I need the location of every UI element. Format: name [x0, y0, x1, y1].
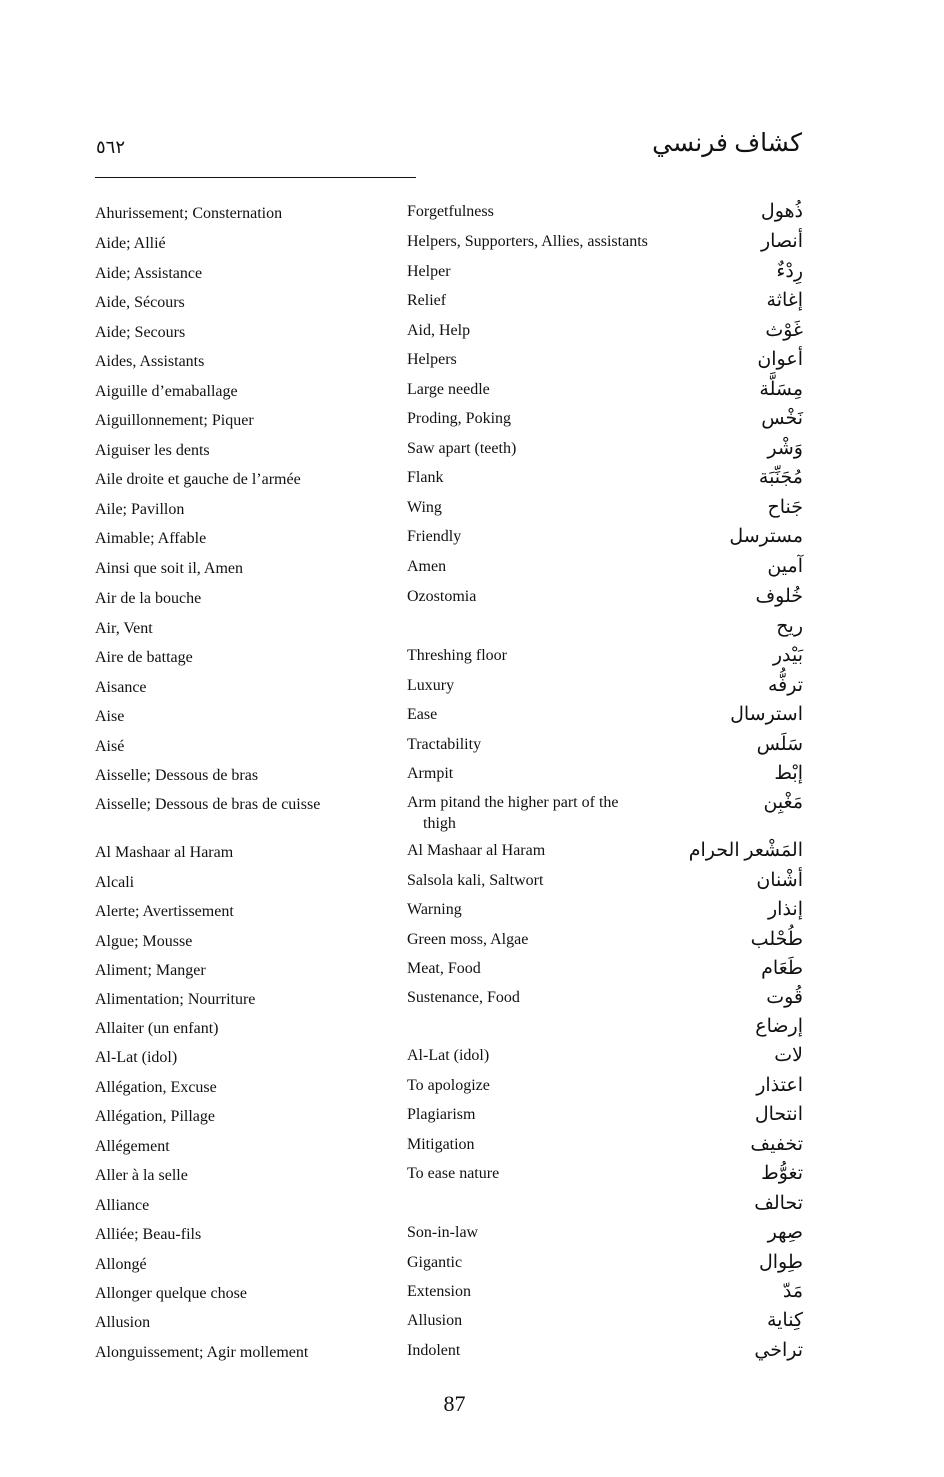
french-term: Allégement: [95, 1138, 170, 1155]
arabic-term: قُوت: [766, 987, 803, 1008]
english-translation-text: Meat, Food: [407, 960, 481, 977]
arabic-term: صِهر: [767, 1222, 803, 1243]
english-translation-text: Warning: [407, 901, 462, 918]
french-term: Ahurissement; Consternation: [95, 205, 283, 222]
arabic-term: وَشْر: [767, 438, 803, 459]
english-translation-text: Arm pitand the higher part of the: [407, 794, 619, 811]
french-term: Aire de battage: [95, 649, 193, 666]
french-term: Alimentation; Nourriture: [95, 991, 256, 1008]
french-term: Aide; Secours: [95, 324, 186, 341]
french-term: Allusion: [95, 1314, 151, 1331]
english-translation-text: Mitigation: [407, 1136, 475, 1153]
arabic-term: اعتذار: [756, 1075, 803, 1096]
french-term: Aiguiser les dents: [95, 442, 210, 459]
arabic-term: إبْط: [774, 763, 803, 784]
french-term: Aisé: [95, 738, 125, 755]
french-term: Aisselle; Dessous de bras de cuisse: [95, 796, 321, 813]
english-translation-text: Friendly: [407, 528, 462, 545]
english-translation-text: Forgetfulness: [407, 203, 494, 220]
english-translation-text: Green moss, Algae: [407, 931, 529, 948]
french-term: Aide; Assistance: [95, 265, 203, 282]
english-translation-text: Aid, Help: [407, 322, 471, 339]
arabic-term: أشْنان: [756, 870, 803, 891]
arabic-term: مسترسل: [729, 526, 803, 547]
arabic-term: مَدّ: [782, 1281, 803, 1302]
english-translation-text: Al-Lat (idol): [407, 1047, 490, 1064]
arabic-term: طِوال: [758, 1252, 803, 1273]
arabic-term: لات: [774, 1045, 803, 1066]
english-translation-text: Extension: [407, 1283, 471, 1300]
french-term: Aiguillonnement; Piquer: [95, 412, 254, 429]
french-term: Aise: [95, 708, 125, 725]
french-term: Aisance: [95, 679, 147, 696]
arabic-term: آمين: [767, 556, 803, 577]
french-term: Aide; Allié: [95, 235, 166, 252]
arabic-term: مِسَلَّة: [759, 379, 803, 400]
french-term: Aile droite et gauche de l’armée: [95, 471, 301, 488]
english-translation-text: Saw apart (teeth): [407, 440, 517, 457]
french-term: Alcali: [95, 874, 135, 891]
arabic-term: ترفُّه: [767, 675, 803, 696]
arabic-term: ريح: [776, 616, 803, 637]
arabic-term: طُحْلب: [750, 929, 803, 950]
arabic-term: إغاثة: [766, 290, 803, 311]
english-translation-text: Amen: [407, 558, 447, 575]
french-term: Ainsi que soit il, Amen: [95, 560, 243, 577]
english-translation-text: Al Mashaar al Haram: [407, 842, 546, 859]
french-term: Aller à la selle: [95, 1167, 188, 1184]
english-translation-text: Flank: [407, 469, 444, 486]
arabic-term: تراخي: [754, 1340, 803, 1361]
english-translation-text: Salsola kali, Saltwort: [407, 872, 544, 889]
arabic-term: إنذار: [768, 899, 803, 920]
english-translation-text: Ease: [407, 706, 438, 723]
french-term: Aimable; Affable: [95, 530, 207, 547]
index-entry: [0, 792, 944, 832]
french-term: Alliée; Beau-fils: [95, 1226, 202, 1243]
french-term: Aides, Assistants: [95, 353, 205, 370]
arabic-term: استرسال: [730, 704, 803, 725]
arabic-term: جَناح: [767, 497, 803, 518]
french-term: Alerte; Avertissement: [95, 903, 234, 920]
arabic-term: بَيْدر: [772, 645, 803, 666]
english-translation-text: Son-in-law: [407, 1224, 479, 1241]
french-term: Aiguille d’emaballage: [95, 383, 238, 400]
header-rule: [95, 177, 416, 178]
french-term: Aliment; Manger: [95, 962, 206, 979]
french-term: Aisselle; Dessous de bras: [95, 767, 259, 784]
arabic-term: تغوُّط: [761, 1163, 803, 1184]
english-translation-text: Proding, Poking: [407, 410, 512, 427]
arabic-term: مُجَنِّبَة: [758, 467, 803, 488]
arabic-term: انتحال: [754, 1104, 803, 1125]
french-term: Al-Lat (idol): [95, 1049, 178, 1066]
french-term: Air de la bouche: [95, 590, 202, 607]
arabic-term: إرضاع: [755, 1016, 803, 1037]
french-term: Alonguissement; Agir mollement: [95, 1344, 309, 1361]
french-term: Algue; Mousse: [95, 933, 193, 950]
french-term: Al Mashaar al Haram: [95, 844, 234, 861]
arabic-term: نَخْس: [761, 408, 803, 429]
arabic-term: المَشْعر الحرام: [688, 840, 803, 861]
english-translation-text: Luxury: [407, 677, 455, 694]
header-page-number: ٥٦٢: [96, 137, 126, 157]
arabic-term: سَلَس: [756, 734, 803, 755]
english-translation-text: To ease nature: [407, 1165, 500, 1182]
arabic-term: غَوْث: [765, 320, 803, 341]
english-translation-text: Relief: [407, 292, 447, 309]
index-entry: [0, 1340, 944, 1380]
arabic-term: كِناية: [766, 1310, 803, 1331]
english-translation-text: Allusion: [407, 1312, 463, 1329]
english-translation-text: To apologize: [407, 1077, 490, 1094]
french-term: Allégation, Pillage: [95, 1108, 215, 1125]
english-translation-text: Helpers, Supporters, Allies, assistants: [407, 233, 648, 250]
french-term: Allongé: [95, 1256, 147, 1273]
french-term: Allégation, Excuse: [95, 1079, 217, 1096]
english-translation-text: Gigantic: [407, 1254, 463, 1271]
french-term: Aide, Sécours: [95, 294, 185, 311]
english-translation-text: Ozostomia: [407, 588, 477, 605]
arabic-term: مَغْبِن: [763, 792, 803, 813]
arabic-term: تخفيف: [750, 1134, 803, 1155]
english-translation-text: Helper: [407, 263, 451, 280]
english-translation-text: Wing: [407, 499, 442, 516]
arabic-term: أعوان: [757, 349, 803, 370]
arabic-term: طَعَام: [761, 958, 803, 979]
french-term: Alliance: [95, 1197, 150, 1214]
header-title: كشاف فرنسي: [652, 130, 802, 157]
footer-page-number: 87: [443, 1391, 466, 1416]
arabic-term: خُلوف: [755, 586, 803, 607]
french-term: Allonger quelque chose: [95, 1285, 247, 1302]
arabic-term: ذُهول: [760, 201, 803, 222]
english-translation-text: Large needle: [407, 381, 490, 398]
arabic-term: أنصار: [760, 231, 803, 252]
english-translation-continuation: thigh: [423, 815, 456, 832]
french-term: Allaiter (un enfant): [95, 1020, 219, 1037]
english-translation-text: Sustenance, Food: [407, 989, 520, 1006]
english-translation-text: Tractability: [407, 736, 482, 753]
arabic-term: تحالف: [754, 1193, 803, 1214]
english-translation-text: Threshing floor: [407, 647, 507, 664]
english-translation-text: Armpit: [407, 765, 454, 782]
english-translation-text: Indolent: [407, 1342, 461, 1359]
french-term: Aile; Pavillon: [95, 501, 185, 518]
arabic-term: رِدْءٌ: [776, 261, 803, 282]
english-translation-text: Plagiarism: [407, 1106, 476, 1123]
english-translation-text: Helpers: [407, 351, 457, 368]
french-term: Air, Vent: [95, 620, 153, 637]
